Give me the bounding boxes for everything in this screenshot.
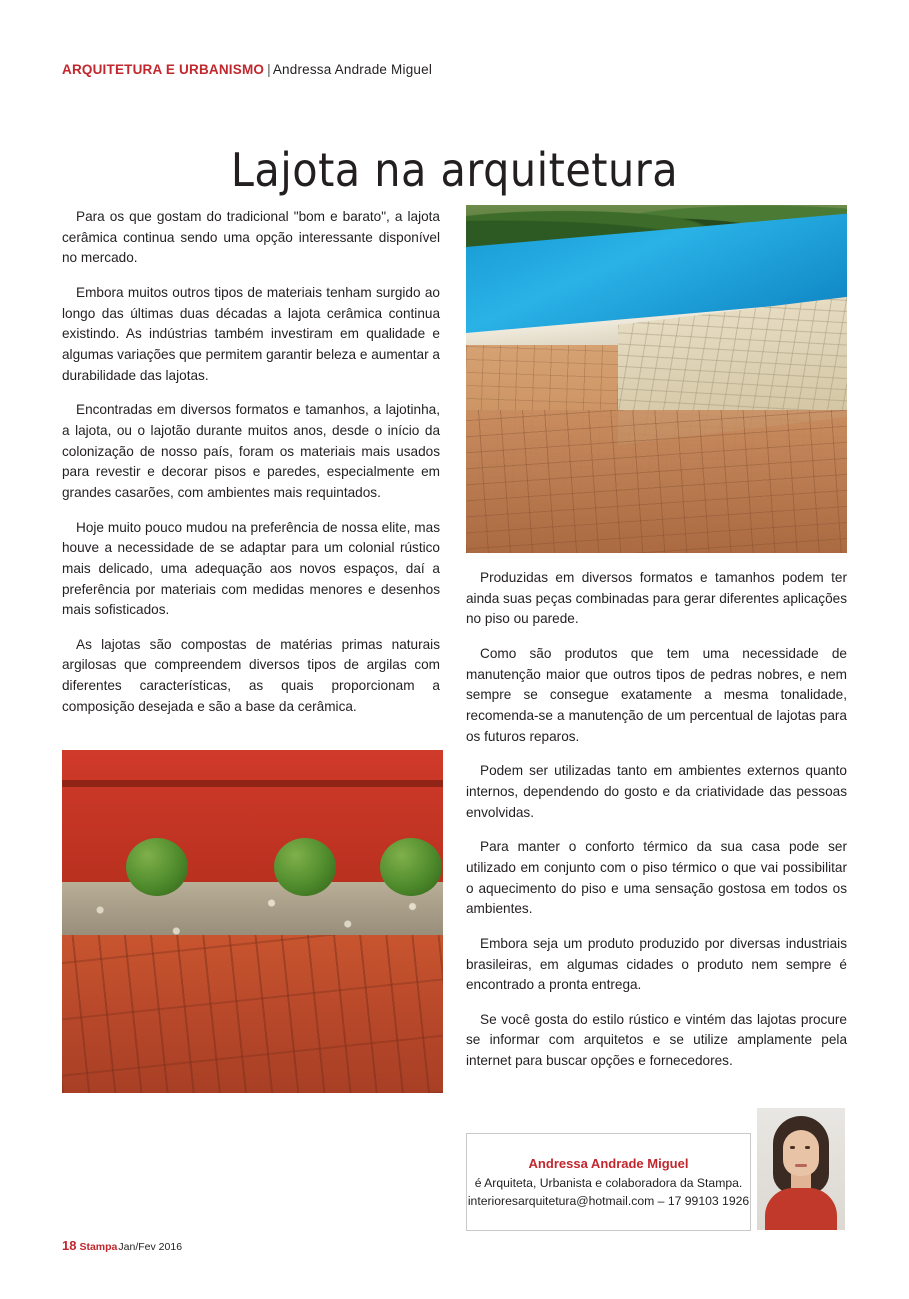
paragraph: Para manter o conforto térmico da sua casa pode ser utilizado em conjunto com o piso térmico o que vai possibilitar o aquecimento do piso e uma sensação gostosa em todos os ambientes. — [466, 839, 847, 917]
portrait-eye — [805, 1146, 810, 1149]
paragraph: Produzidas em diversos formatos e tamanhos podem ter ainda suas peças combinadas para gerar diferentes aplicações no piso ou parede. — [466, 570, 847, 627]
paragraph: Se você gosta do estilo rústico e vintém das lajotas procure se informar com arquitetos e se utilize amplamente pela internet para buscar opções e fornecedores. — [466, 1011, 847, 1069]
garden-photo-tile-floor — [62, 935, 443, 1093]
issue-date: Jan/Fev 2016 — [118, 1241, 183, 1253]
author-portrait — [757, 1108, 845, 1230]
portrait-face — [783, 1130, 819, 1176]
portrait-mouth — [795, 1164, 807, 1167]
author-role: é Arquiteta, Urbanista e colaboradora da Stampa. — [474, 1176, 743, 1190]
portrait-shirt — [765, 1188, 837, 1230]
garden-photo — [62, 750, 443, 1093]
paragraph: Hoje muito pouco mudou na preferência de nossa elite, mas houve a necessidade de se adaptar para um colonial rústico mais delicado, uma adequação aos novos espaços, daí a preferência por materiais com medidas menores e desenhos mais sofisticados. — [62, 519, 440, 618]
paragraph: Para os que gostam do tradicional "bom e barato", a lajota cerâmica continua sendo uma opção interessante disponível no mercado. — [62, 209, 440, 266]
page-footer — [62, 1238, 182, 1253]
paragraph: Embora seja um produto produzido por diversas industriais brasileiras, em algumas cidades o produto nem sempre é encontrado a pronta entrega. — [466, 935, 847, 993]
pool-photo-foreground-deck — [466, 410, 847, 553]
garden-photo-bush — [274, 838, 336, 896]
paragraph: Encontradas em diversos formatos e tamanhos, a lajotinha, a lajota, ou o lajotão durante muitos anos, desde o início da colonização de nosso país, foram os materiais mais usados para revestir e decorar pisos e paredes, especialmente em grandes casarões, com ambientes mais requintados. — [62, 402, 440, 500]
breadcrumb — [62, 62, 432, 77]
byline-author: Andressa Andrade Miguel — [272, 62, 433, 77]
garden-photo-bush — [126, 838, 188, 896]
portrait-eye — [790, 1146, 795, 1149]
paragraph: Podem ser utilizadas tanto em ambientes externos quanto internos, dependendo do gosto e da criatividade das pessoas envolvidas. — [466, 763, 847, 820]
paragraph: Como são produtos que tem uma necessidade de manutenção maior que outros tipos de pedras nobres, e nem sempre se consegue exatamente a mesma tonalidade, recomenda-se a manutenção de um percentual de lajotas para os futuros reparos. — [466, 645, 847, 744]
garden-photo-bush — [380, 838, 442, 896]
right-column-text — [466, 568, 847, 1072]
page-title: Lajota na arquitetura — [230, 142, 679, 197]
breadcrumb-separator: | — [267, 62, 271, 77]
paragraph: Embora muitos outros tipos de materiais tenham surgido ao longo das últimas duas décadas a lajota cerâmica continua existindo. As indústrias também investiram em qualidade e algumas variações que permitem garantir beleza e aumentar a durabilidade das lajotas. — [62, 284, 440, 383]
section-label: ARQUITETURA E URBANISMO — [62, 62, 265, 77]
page-number: 18 — [62, 1238, 77, 1253]
pool-photo — [466, 205, 847, 553]
garden-photo-wall-band — [62, 780, 443, 787]
left-column-text — [62, 207, 440, 717]
author-contact: interioresarquitetura@hotmail.com – 17 99103 1926 — [467, 1193, 750, 1208]
author-name: Andressa Andrade Miguel — [528, 1156, 689, 1171]
author-bio-box — [466, 1133, 751, 1231]
paragraph: As lajotas são compostas de matérias primas naturais argilosas que compreendem diversos tipos de argilas com diferentes características, as quais proporcionam a composição desejada e são a base da cerâmica. — [62, 636, 440, 714]
magazine-name: Stampa — [79, 1241, 118, 1253]
